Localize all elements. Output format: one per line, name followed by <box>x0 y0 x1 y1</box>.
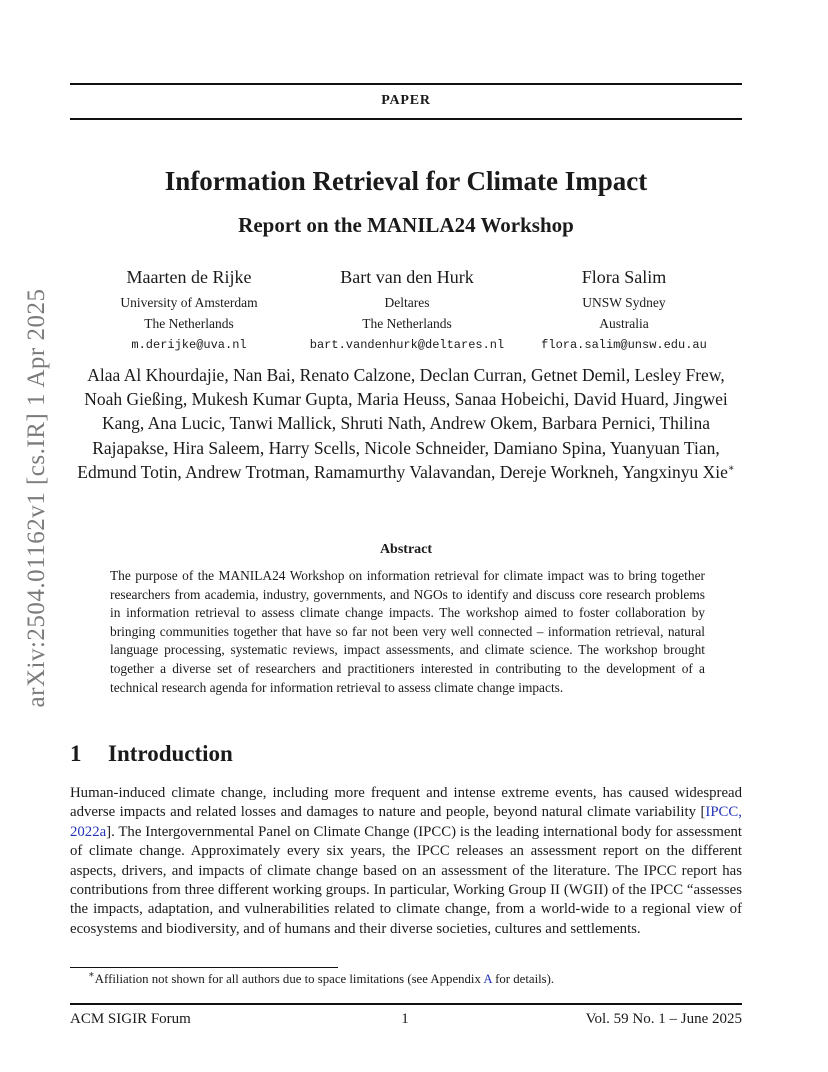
introduction-text: Human-induced climate change, including more frequent and intense extreme events, has caused widespread adverse impacts and related losses and damages to nature and people, beyond natural climate variability [ <box>70 785 742 821</box>
author-block <box>79 266 299 355</box>
header-bottom-rule <box>70 118 742 120</box>
author-affiliation: UNSW Sydney <box>582 295 666 310</box>
author-country: The Netherlands <box>362 316 452 331</box>
author-country: Australia <box>599 316 649 331</box>
paper-title: Information Retrieval for Climate Impact <box>164 166 648 196</box>
header-label: PAPER <box>381 93 431 108</box>
footer-volume: Vol. 59 No. 1 – June 2025 <box>585 1011 742 1027</box>
footer-rule <box>70 1003 742 1005</box>
footnote-marker[interactable]: ∗ <box>727 462 735 474</box>
section-number: 1 <box>70 741 82 766</box>
introduction-paragraph <box>70 784 742 939</box>
author-block <box>297 266 517 355</box>
citation-link[interactable]: IPCC, 2022a <box>70 804 742 840</box>
footnote-rule <box>70 967 338 968</box>
author-email[interactable]: m.derijke@uva.nl <box>131 338 247 352</box>
author-affiliation: University of Amsterdam <box>120 295 258 310</box>
author-email[interactable]: flora.salim@unsw.edu.au <box>541 338 707 352</box>
introduction-text: ]. The Intergovernmental Panel on Climate Change (IPCC) is the leading international body for assessment of climate change. Approximately every six years, the IPCC releases an assessment report on the different aspects, drivers, and impacts of climate change based on an assessment of the literature. The IPCC report has contributions from three different working groups. In particular, Working Group II (WGII) of the IPCC “assesses the impacts, adaptation, and vulnerabilities related to climate change, from a world-wide to a regional view of ecosystems and biodiversity, and of humans and their diverse societies, cultures and settlements. <box>70 823 742 937</box>
author-country: The Netherlands <box>144 316 234 331</box>
author-block <box>514 266 734 355</box>
footnote-text: for details). <box>491 972 555 986</box>
section-title: Introduction <box>108 741 233 766</box>
author-email[interactable]: bart.vandenhurk@deltares.nl <box>309 338 505 352</box>
abstract-heading: Abstract <box>379 542 433 557</box>
abstract-body: The purpose of the MANILA24 Workshop on information retrieval for climate impact was to bring together researchers from academia, industry, governments, and NGOs to identify and discuss core research problems in information retrieval to assess climate change impacts. The workshop aimed to foster collaboration by bringing communities together that have so far not been very well connected – information retrieval, natural language processing, systematic reviews, impact assessments, and climate science. The workshop brought together a diverse set of researchers and practitioners interested in contributing to the development of a technical research agenda for information retrieval to assess climate change impacts. <box>110 568 705 695</box>
additional-authors <box>76 363 736 484</box>
author-name: Flora Salim <box>581 267 667 287</box>
paper-subtitle: Report on the MANILA24 Workshop <box>238 213 574 237</box>
author-name: Bart van den Hurk <box>340 267 474 287</box>
footnote-mark: ∗ <box>88 969 95 981</box>
section-heading <box>70 741 233 767</box>
footnote-text: Affiliation not shown for all authors due to space limitations (see Appendix <box>94 972 484 986</box>
footnote <box>88 970 742 988</box>
arxiv-identifier-stamp: arXiv:2504.01162v1 [cs.IR] 1 Apr 2025 <box>23 288 50 708</box>
author-affiliation: Deltares <box>384 295 430 310</box>
footer-page-number: 1 <box>401 1011 409 1027</box>
additional-authors-names: Alaa Al Khourdajie, Nan Bai, Renato Calzone, Declan Curran, Getnet Demil, Lesley Frew, Noah Gießing, Mukesh Kumar Gupta, Maria Heuss, Sanaa Hobeichi, David Huard, Jingwei Kang, Ana Lucic, Tanwi Mallick, Shruti Nath, Andrew Okem, Barbara Pernici, Thilina Rajapakse, Hira Saleem, Harry Scells, Nicole Schneider, Damiano Spina, Yuanyuan Tian, Edmund Totin, Andrew Trotman, Ramamurthy Valavandan, Dereje Workneh, Yangxinyu Xie <box>77 365 728 482</box>
footer-venue: ACM SIGIR Forum <box>70 1011 191 1027</box>
header-top-rule <box>70 83 742 85</box>
author-name: Maarten de Rijke <box>126 267 252 287</box>
appendix-link[interactable]: A <box>483 972 492 986</box>
